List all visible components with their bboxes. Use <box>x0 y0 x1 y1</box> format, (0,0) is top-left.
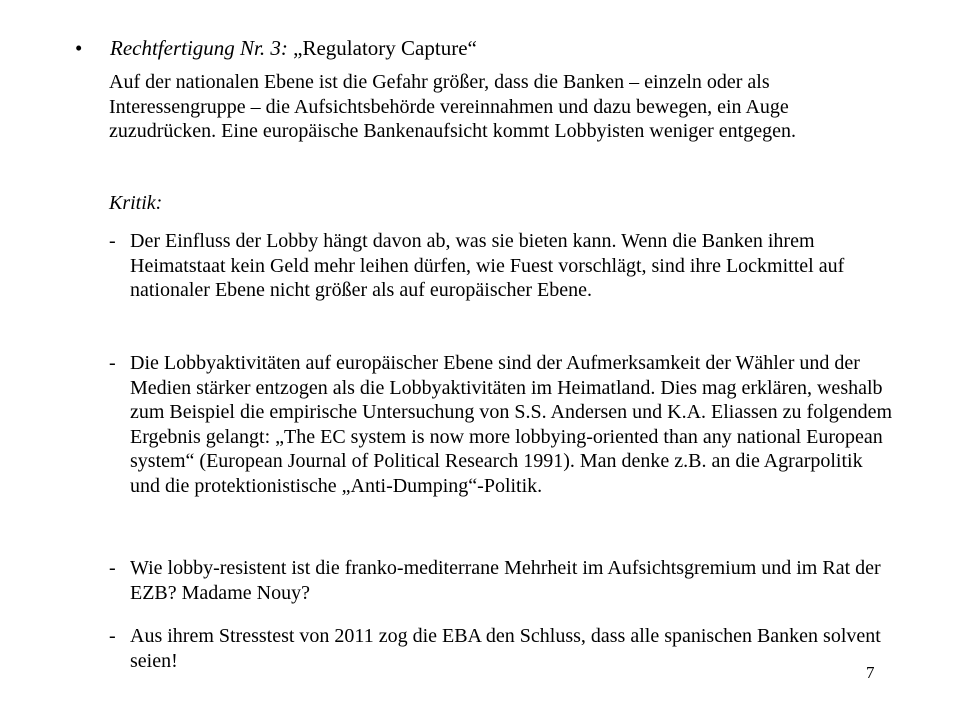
criticism-text: Die Lobbyaktivitäten auf europäischer Ebene sind der Aufmerksamkeit der Wähler und der Medien stärker entzogen als die Lobbyaktivitäten im Heimatland. Dies mag erklären, weshalb zum Beispiel die empirische Untersuchung von S.S. Andersen und K.A. Eliassen zu folgendem Ergebnis gelangt: „The EC system is now more lobbying-oriented than any national European system“ (European Journal of Political Research 1991). Man denke z.B. an die Agrarpolitik und die protektionistische „Anti-Dumping“-Politik. <box>130 352 893 497</box>
criticism-item <box>109 556 894 605</box>
heading-label: Rechtfertigung Nr. 3: <box>110 36 288 60</box>
criticism-item <box>109 351 894 498</box>
intro-paragraph: Auf der nationalen Ebene ist die Gefahr größer, dass die Banken – einzeln oder als Interessengruppe – die Aufsichtsbehörde vereinnahmen und dazu bewegen, ein Auge zuzudrücken. Eine europäische Bankenaufsicht kommt Lobbyisten weniger entgegen. <box>109 71 796 142</box>
criticism-text: Aus ihrem Stresstest von 2011 zog die EBA den Schluss, dass alle spanischen Banken solvent seien! <box>130 625 881 672</box>
criticism-text: Wie lobby-resistent ist die franko-mediterrane Mehrheit im Aufsichtsgremium und im Rat der EZB? Madame Nouy? <box>130 557 881 604</box>
kritik-label: Kritik: <box>109 192 163 214</box>
dash-bullet: - <box>109 352 116 374</box>
bullet-icon: • <box>75 36 83 60</box>
page-number: 7 <box>866 663 875 682</box>
criticism-item <box>109 229 894 303</box>
dash-bullet: - <box>109 625 116 647</box>
dash-bullet: - <box>109 230 116 252</box>
criticism-item <box>109 624 894 673</box>
dash-bullet: - <box>109 557 116 579</box>
heading-title <box>110 33 477 63</box>
criticism-text: Der Einfluss der Lobby hängt davon ab, was sie bieten kann. Wenn die Banken ihrem Heimatstaat kein Geld mehr leihen dürfen, wie Fuest vorschlägt, sind ihre Lockmittel auf nationaler Ebene nicht größer als auf europäischer Ebene. <box>130 230 845 301</box>
heading-subject: „Regulatory Capture“ <box>287 36 477 60</box>
